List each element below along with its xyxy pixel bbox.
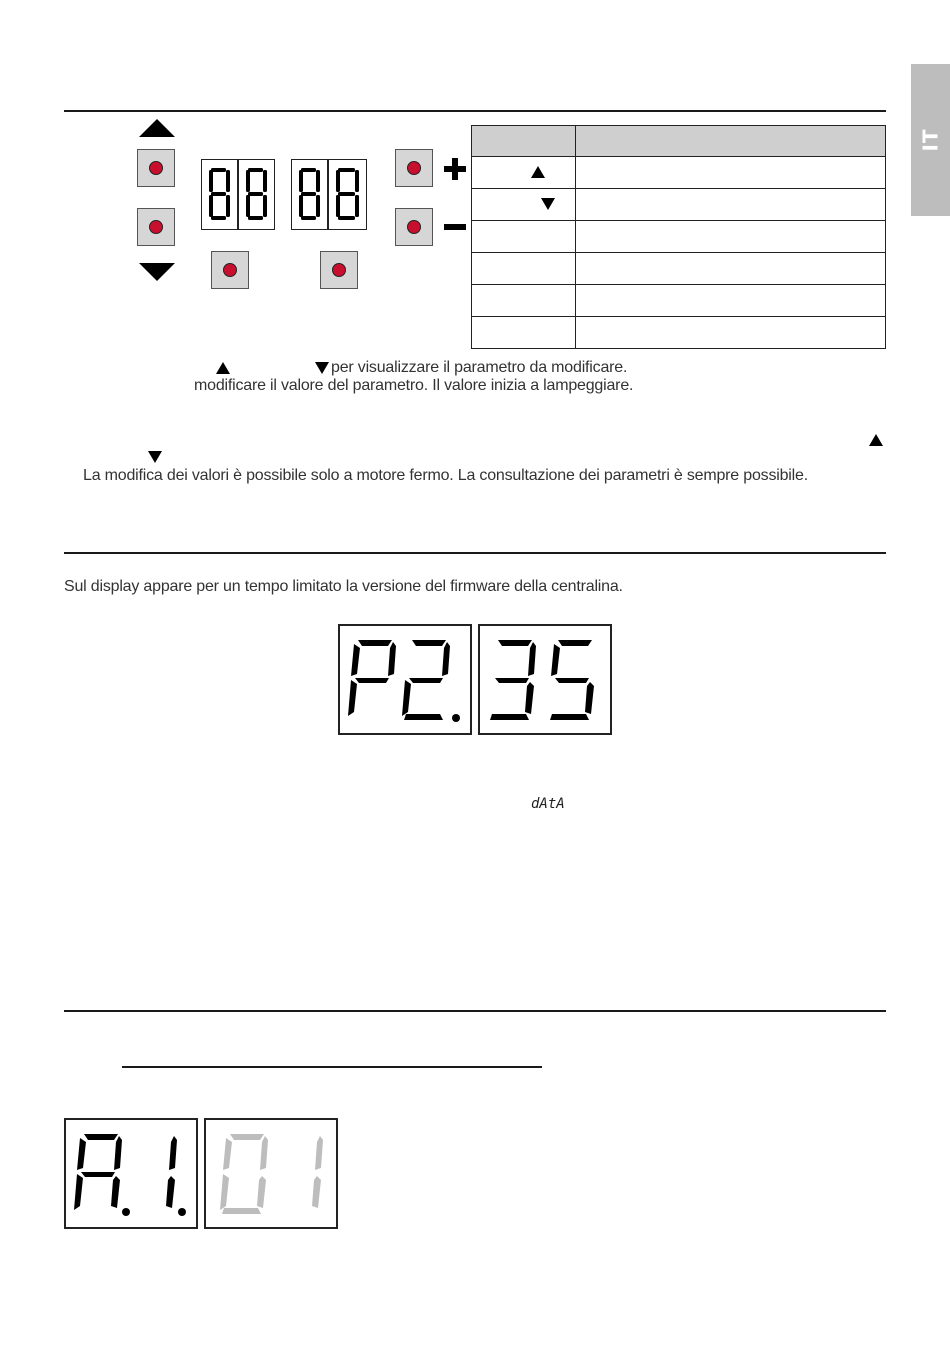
parameter-display-right: [204, 1118, 338, 1229]
data-label: dAtA: [531, 796, 565, 812]
escape-button[interactable]: [320, 251, 358, 289]
display-segment: [246, 170, 250, 192]
display-segment: [211, 192, 226, 196]
table-cell-function: [576, 157, 886, 189]
arrow-up-icon: [531, 166, 545, 178]
table-cell-key: [472, 221, 576, 253]
display-digit-1: [201, 159, 238, 230]
display-digit-4: [328, 159, 367, 230]
table-row: [472, 221, 886, 253]
table-cell-function: [576, 285, 886, 317]
display-segment: [336, 195, 340, 217]
display-segment: [211, 168, 226, 172]
table-cell-function: [576, 253, 886, 285]
display-digit-2: [238, 159, 275, 230]
display-segment: [248, 168, 263, 172]
subsection-underline: [122, 1066, 542, 1068]
arrow-up-icon: [138, 118, 176, 138]
display-segment: [248, 192, 263, 196]
display-segment: [316, 195, 320, 217]
table-cell-key: [472, 189, 576, 221]
table-row: [472, 317, 886, 349]
display-digit-3: [291, 159, 328, 230]
table-cell-key: [472, 157, 576, 189]
table-cell-function: [576, 317, 886, 349]
language-tab-label: IT: [918, 128, 943, 152]
table-row: [472, 189, 886, 221]
language-tab: [911, 64, 950, 216]
display-segment: [299, 170, 303, 192]
table-row: [472, 285, 886, 317]
display-segment: [246, 195, 250, 217]
section-divider: [64, 110, 886, 112]
minus-icon: [444, 224, 466, 232]
display-segment: [263, 170, 267, 192]
table-cell-key: [472, 285, 576, 317]
firmware-display-right: [478, 624, 612, 735]
display-segment: [209, 170, 213, 192]
section-divider: [64, 552, 886, 554]
display-segment: [226, 170, 230, 192]
firmware-text: Sul display appare per un tempo limitato la versione del firmware della centralina.: [64, 578, 623, 595]
enter-button[interactable]: [211, 251, 249, 289]
display-segment: [209, 195, 213, 217]
display-segment: [338, 168, 355, 172]
display-segment: [301, 168, 316, 172]
firmware-display-left: [338, 624, 472, 735]
section-divider: [64, 1010, 886, 1012]
arrow-up-icon: [869, 434, 883, 446]
instruction-line-1: per visualizzare il parametro da modificare.: [331, 359, 628, 376]
display-segment: [226, 195, 230, 217]
instruction-line-2: modificare il valore del parametro. Il valore inizia a lampeggiare.: [194, 377, 634, 394]
display-segment: [336, 170, 340, 192]
key-function-table: [471, 125, 886, 349]
down-button[interactable]: [137, 208, 175, 246]
plus-icon: [444, 158, 466, 180]
display-segment: [301, 216, 316, 220]
parameter-display-left: [64, 1118, 198, 1229]
arrow-down-icon: [541, 198, 555, 210]
table-cell-key: [472, 253, 576, 285]
display-segment: [355, 195, 359, 217]
display-segment: [299, 195, 303, 217]
table-row: [472, 157, 886, 189]
table-header-function: [576, 126, 886, 157]
display-segment: [338, 216, 355, 220]
arrow-down-icon: [148, 451, 162, 463]
arrow-up-icon: [216, 362, 230, 374]
display-segment: [248, 216, 263, 220]
arrow-down-icon: [315, 362, 329, 374]
note-text: La modifica dei valori è possibile solo a motore fermo. La consultazione dei parametri è sempre possibile.: [83, 467, 808, 484]
arrow-down-icon: [138, 262, 176, 282]
table-cell-key: [472, 317, 576, 349]
minus-button[interactable]: [395, 208, 433, 246]
table-row: [472, 253, 886, 285]
display-segment: [211, 216, 226, 220]
display-segment: [301, 192, 316, 196]
up-button[interactable]: [137, 149, 175, 187]
table-cell-function: [576, 221, 886, 253]
display-segment: [316, 170, 320, 192]
plus-button[interactable]: [395, 149, 433, 187]
display-segment: [355, 170, 359, 192]
table-header-key: [472, 126, 576, 157]
display-segment: [338, 192, 355, 196]
table-cell-function: [576, 189, 886, 221]
display-segment: [263, 195, 267, 217]
